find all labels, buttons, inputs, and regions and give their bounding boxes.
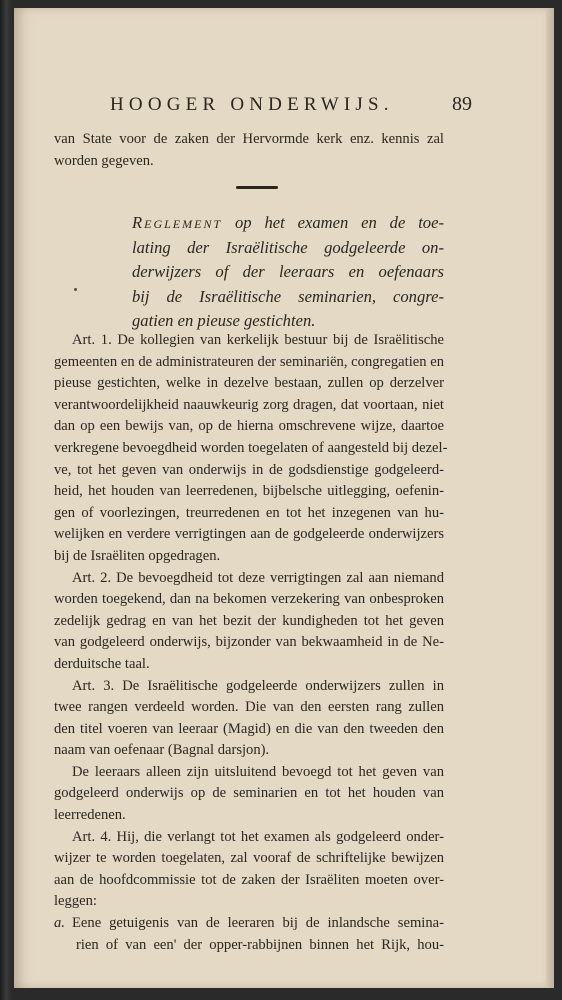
article-1-line: Art. 1. De kollegien van kerkelijk bestuur bij de Israëlitische [72, 332, 444, 348]
text-line: godgeleerd onderwijs op de seminarien en tot het houden van [54, 785, 444, 802]
section-divider [236, 186, 278, 189]
list-item-text: Eene getuigenis van de leeraren bij de inlandsche semina- [72, 915, 444, 932]
text-line: pieuse gestichten, welke in dezelve bestaan, zullen op derzelver [54, 375, 444, 392]
text-line: van State voor de zaken der Hervormde kerk enz. kennis zal [54, 131, 444, 147]
text-line: gemeenten en de administrateuren der seminariën, congregatien en [54, 353, 444, 370]
text-line: verantwoordelijkheid naauwkeurig zorg dragen, dat voortaan, niet [54, 396, 444, 413]
text-line: rien of van een' der opper-rabbijnen binnen het Rijk, hou- [76, 936, 444, 953]
running-header [110, 94, 472, 116]
articles-body [54, 330, 448, 956]
text-line: ve, tot het geven van onderwijs in de godsdienstige godgeleerd- [54, 461, 444, 478]
book-page [14, 8, 554, 988]
article-4-line: Art. 4. Hij, die verlangt tot het examen als godgeleerd onder- [72, 828, 444, 845]
list-marker: a. [54, 915, 65, 932]
text-line: derduitsche taal. [54, 655, 150, 672]
heading-line-rest: op het examen en de toe- [222, 213, 444, 232]
heading-lead-word: Reglement [132, 213, 223, 232]
text-line: zedelijk gedrag en van het bezit der kundigheden tot het geven [54, 612, 444, 629]
page-edge [546, 8, 554, 988]
text-line: wijzer te worden toegelaten, zal vooraf de schriftelijke bewijzen [54, 850, 444, 867]
list-item-a [54, 913, 444, 935]
text-line: bij de Israëliten opgedragen. [54, 547, 221, 564]
text-line: leggen: [54, 893, 97, 910]
article-2-line: Art. 2. De bevoegdheid tot deze verrigtingen zal aan niemand [72, 569, 444, 586]
text-line: De leeraars alleen zijn uitsluitend bevoegd tot het geven van [72, 763, 444, 780]
heading-line: bij de Israëlitische seminarien, congre- [132, 286, 444, 306]
text-line: welijken en verdere verrigtingen aan de godgeleerde onderwijzers [54, 526, 444, 543]
text-line: worden toegekend, dan na bekomen verzekering van onbesproken [54, 591, 444, 608]
text-line: dan op een bewijs van, op de hierna omschrevene wijze, daartoe [54, 418, 444, 435]
text-line: twee rangen verdeeld worden. Die van den eersten rang zullen [54, 699, 444, 716]
ink-speck [74, 288, 77, 291]
page-number: 89 [452, 93, 472, 115]
text-line: leerredenen. [54, 807, 126, 824]
section-heading [132, 211, 444, 334]
heading-line [132, 211, 444, 236]
heading-line: gatien en pieuse gestichten. [132, 311, 316, 331]
article-3-line: Art. 3. De Israëlitische godgeleerde onderwijzers zullen in [72, 677, 444, 694]
text-line: aan de hoofdcommissie tot de zaken der Israëliten moeten over- [54, 871, 444, 888]
heading-line: derwijzers of der leeraars en oefenaars [132, 262, 444, 282]
text-line: naam van oefenaar (Bagnal darsjon). [54, 742, 270, 759]
text-line: gen of voorlezingen, treurredenen en tot het inzegenen van hu- [54, 504, 444, 521]
heading-line: lating der Israëlitische godgeleerde on- [132, 237, 444, 257]
text-line: van godgeleerd onderwijs, bijzonder van bekwaamheid in de Ne- [54, 634, 444, 651]
intro-paragraph [54, 129, 444, 172]
running-title: HOOGER ONDERWIJS. [110, 94, 394, 115]
text-line: verkregene bevoegdheid worden toegelaten of aangesteld bij dezel- [54, 439, 448, 456]
text-line: heid, het houden van leerredenen, bijbelsche uitlegging, oefenin- [54, 483, 444, 500]
text-line: den titel voeren van leeraar (Magid) en die van den tweeden den [54, 720, 444, 737]
text-line: worden gegeven. [54, 152, 154, 169]
